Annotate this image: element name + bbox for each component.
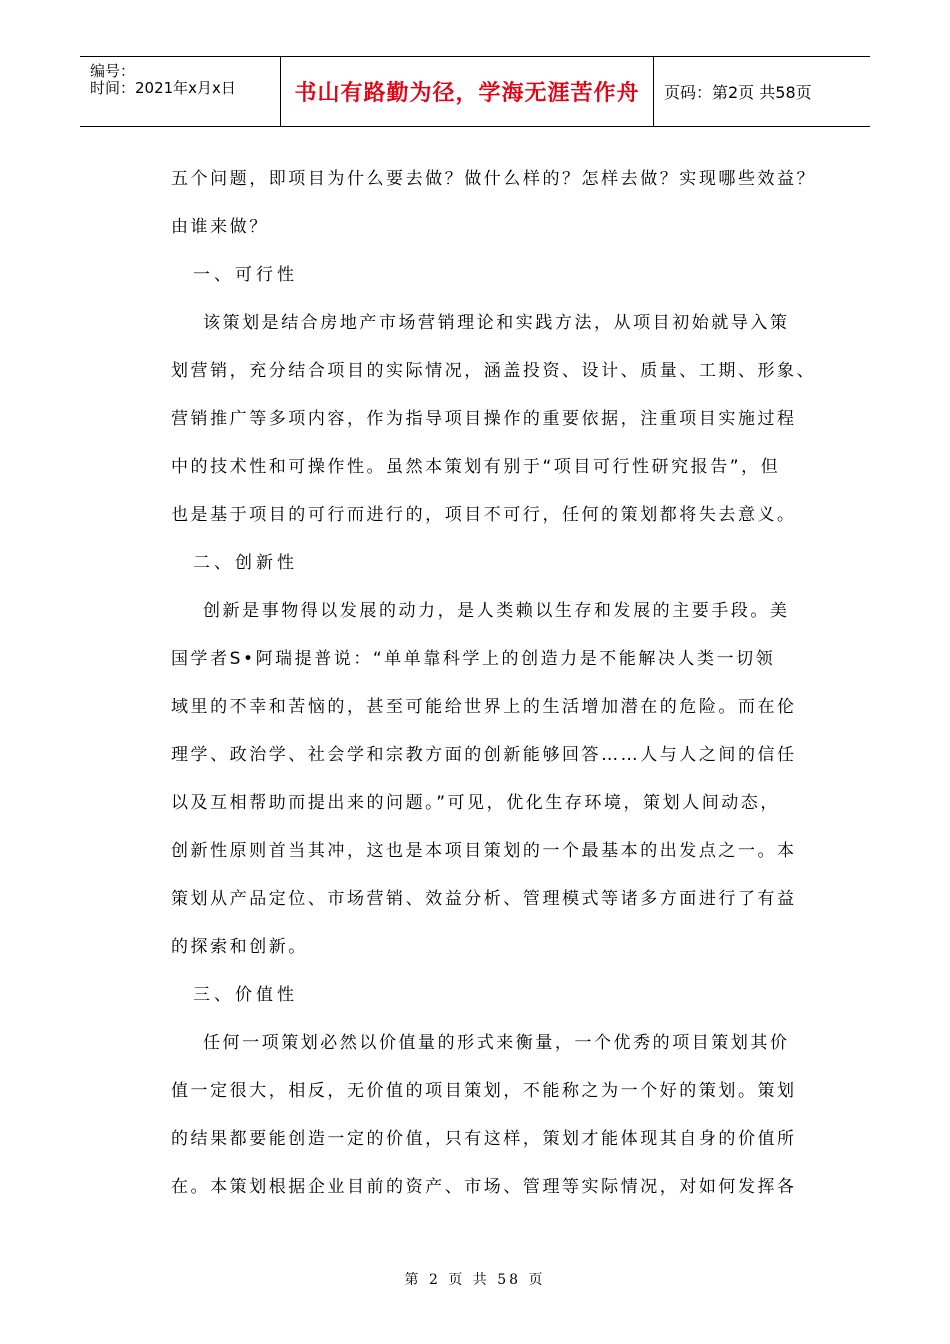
- header-page-code: 页码：第2页 共58页: [664, 83, 812, 102]
- body-line: 五个问题，即项目为什么要去做？做什么样的？怎样去做？实现哪些效益？: [171, 169, 817, 189]
- header-info-cell: [80, 57, 281, 126]
- section-heading-feasibility: 一、可行性: [193, 265, 298, 285]
- body-line: 值一定很大，相反，无价值的项目策划，不能称之为一个好的策划。策划: [171, 1081, 797, 1101]
- body-line: 创新是事物得以发展的动力，是人类赖以生存和发展的主要手段。美: [203, 601, 790, 621]
- body-line: 该策划是结合房地产市场营销理论和实践方法，从项目初始就导入策: [203, 313, 790, 333]
- body-line: 国学者S•阿瑞提普说：“单单靠科学上的创造力是不能解决人类一切领: [171, 649, 776, 669]
- body-line: 划营销，充分结合项目的实际情况，涵盖投资、设计、质量、工期、形象、: [171, 361, 817, 381]
- body-line: 策划从产品定位、市场营销、效益分析、管理模式等诸多方面进行了有益: [171, 889, 797, 909]
- page-footer: 第 2 页 共 58 页: [404, 1272, 546, 1288]
- body-line: 的探索和创新。: [171, 937, 308, 957]
- body-line: 也是基于项目的可行而进行的，项目不可行，任何的策划都将失去意义。: [171, 505, 797, 525]
- section-heading-innovation: 二、创新性: [193, 553, 298, 573]
- body-line: 域里的不幸和苦恼的，甚至可能给世界上的生活增加潜在的危险。而在伦: [171, 697, 797, 717]
- section-heading-value: 三、价值性: [193, 985, 298, 1005]
- body-line: 中的技术性和可操作性。虽然本策划有别于“项目可行性研究报告”，但: [171, 457, 781, 477]
- body-line: 营销推广等多项内容，作为指导项目操作的重要依据，注重项目实施过程: [171, 409, 797, 429]
- body-line: 理学、政治学、社会学和宗教方面的创新能够回答……人与人之间的信任: [171, 745, 797, 765]
- header-page-cell: [654, 57, 870, 126]
- header-motto: 书山有路勤为径，学海无涯苦作舟: [294, 81, 640, 106]
- body-line: 在。本策划根据企业目前的资产、市场、管理等实际情况，对如何发挥各: [171, 1177, 797, 1197]
- document-header: [80, 56, 870, 127]
- body-line: 任何一项策划必然以价值量的形式来衡量，一个优秀的项目策划其价: [203, 1033, 790, 1053]
- body-line: 以及互相帮助而提出来的问题。”可见，优化生存环境，策划人间动态，: [171, 793, 780, 813]
- header-motto-cell: [281, 57, 654, 126]
- body-line: 的结果都要能创造一定的价值，只有这样，策划才能体现其自身的价值所: [171, 1129, 797, 1149]
- document-number-label: 编号：: [90, 62, 136, 80]
- body-line: 创新性原则首当其冲，这也是本项目策划的一个最基本的出发点之一。本: [171, 841, 797, 861]
- body-line: 由谁来做？: [171, 217, 269, 237]
- document-time-label: 时间：2021年x月x日: [90, 79, 236, 97]
